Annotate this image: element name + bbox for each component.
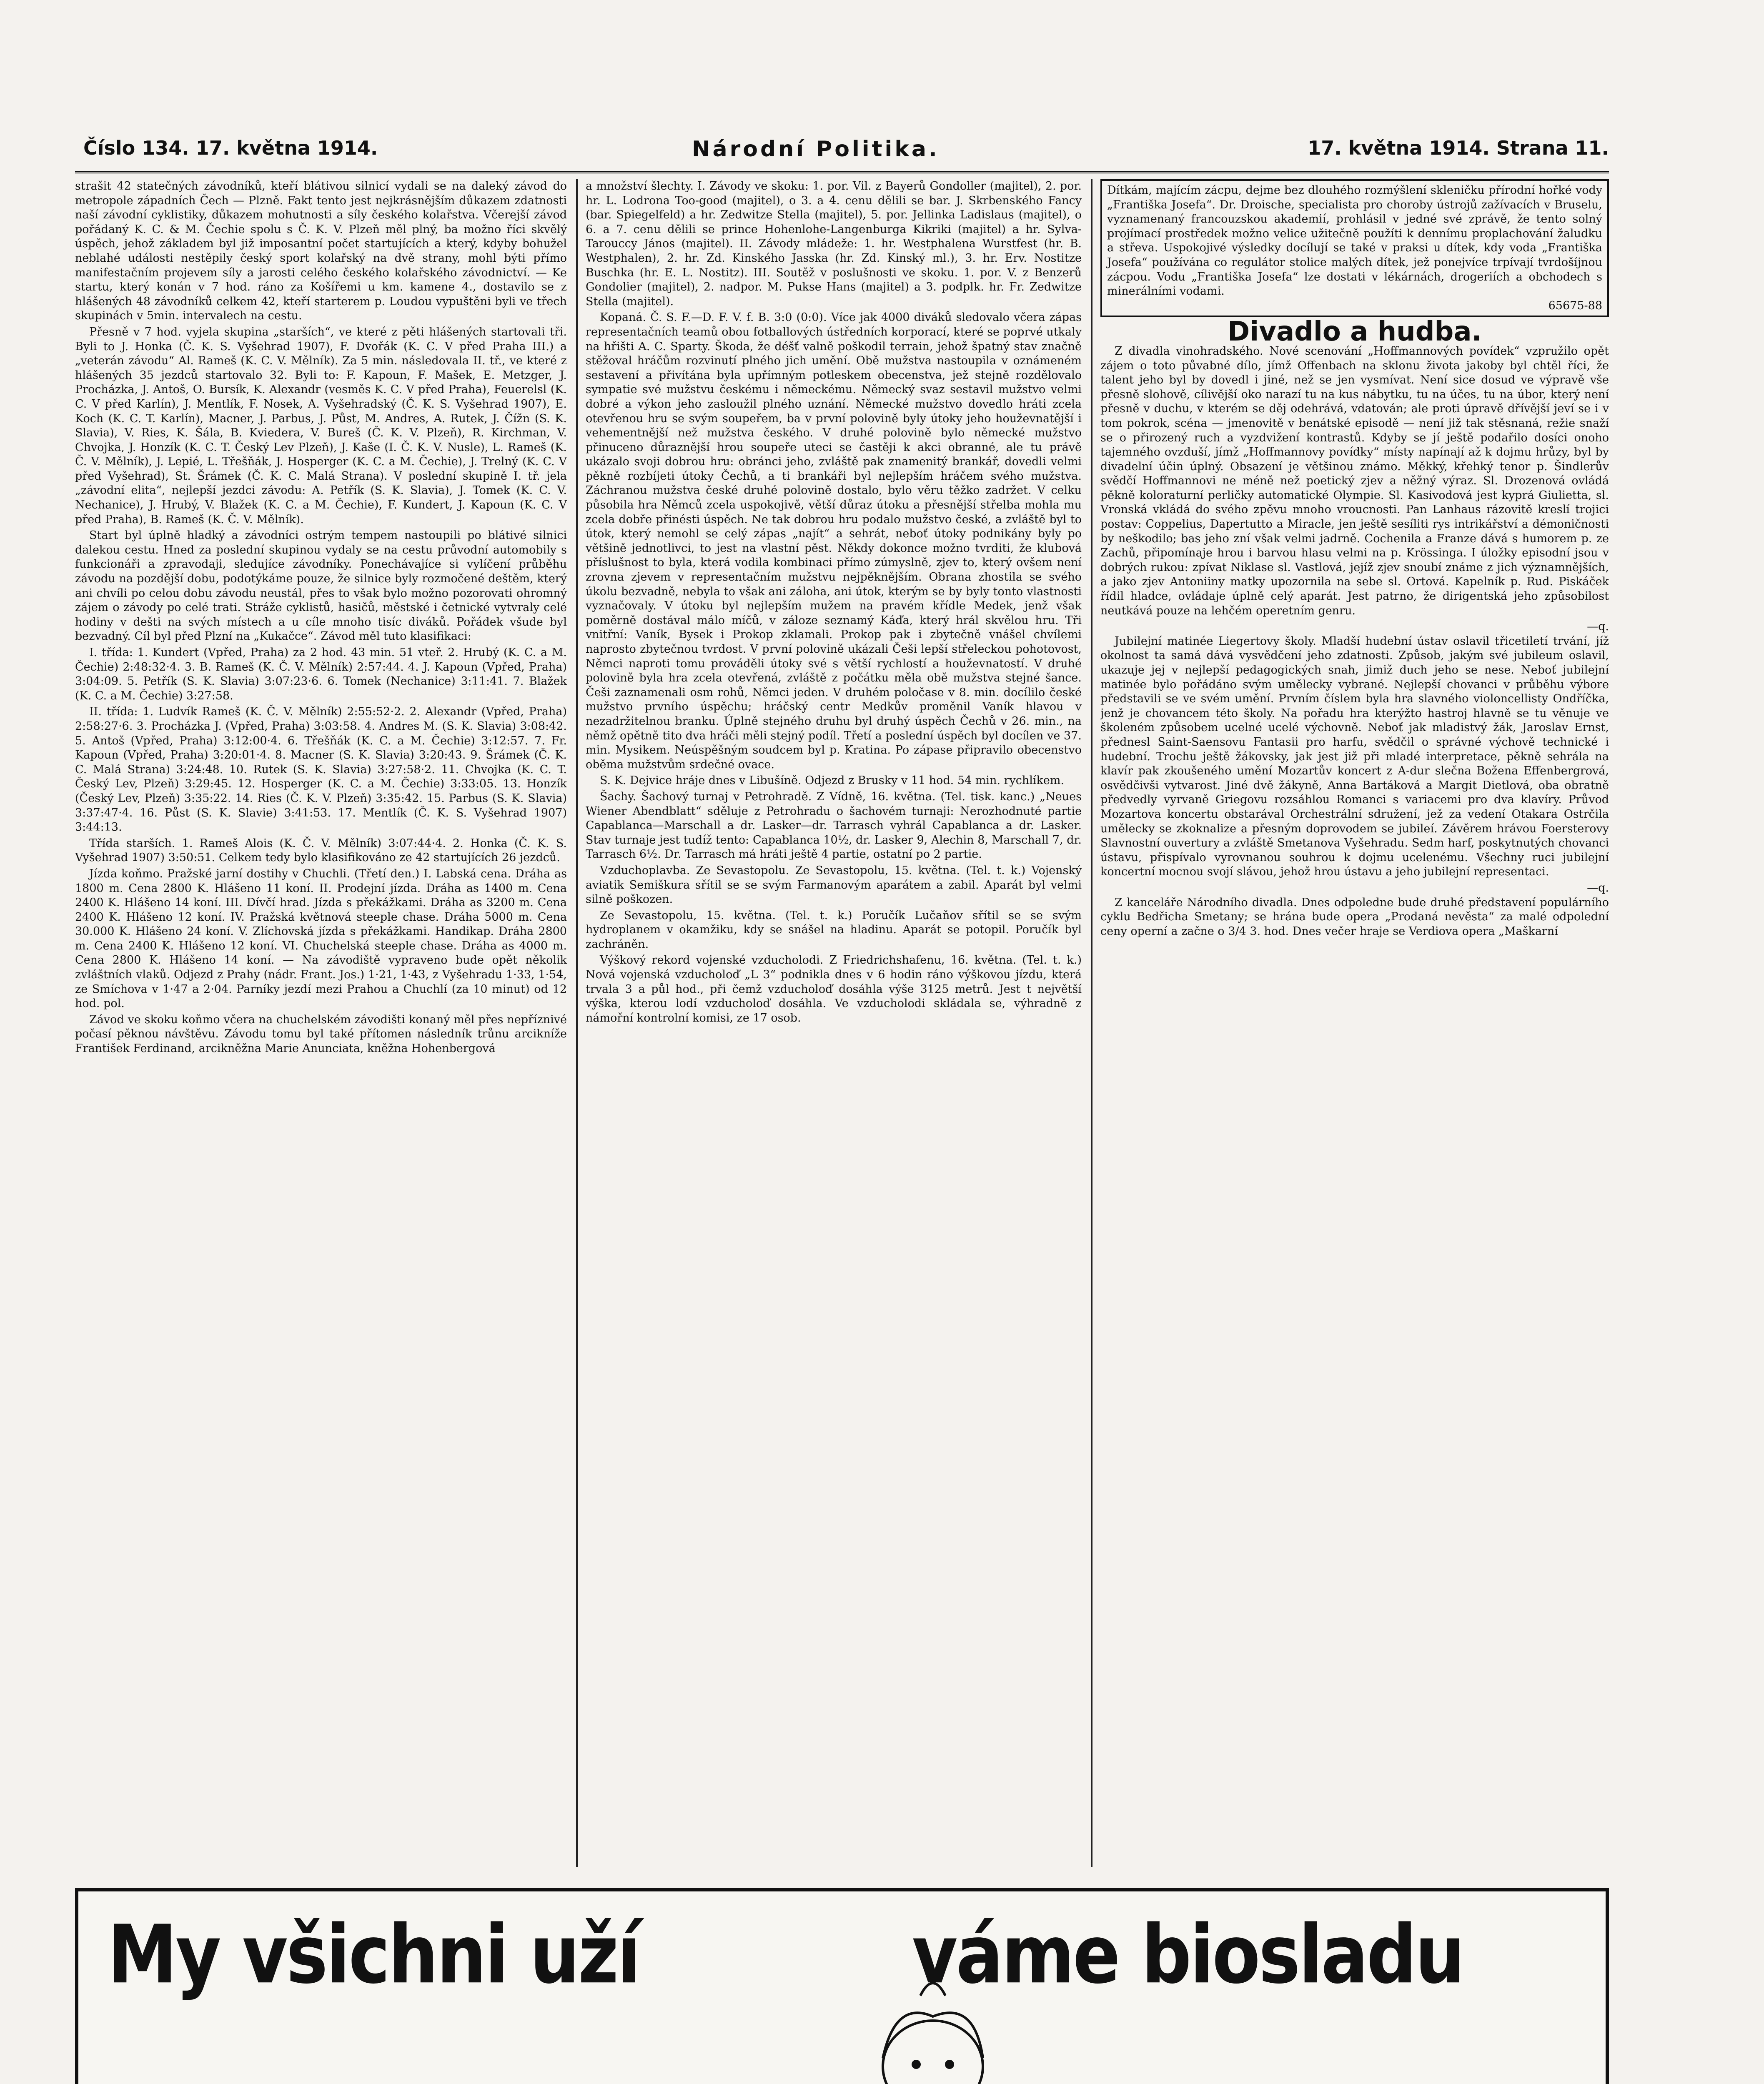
paragraph: II. třída: 1. Ludvík Rameš (K. Č. V. Mělník) 2:55:52·2. 2. Alexandr (Vpřed, Praha) 2:58:27·6. 3. Procházka J. (Vpřed, Praha) 3:03:58. 4. Andres M. (S. K. Slavia) 3:08:42. 5. Antoš (Vpřed, Praha) 3:12:00·4. 6. Třešňák (K. C. a M. Čechie) 3:12:57. 7. Fr. Kapoun (Vpřed, Praha) 3:20:01·4. 8. Macner (S. K. Slavia) 3:20:43. 9. Šrámek (Č. K. C. Malá Strana) 3:24:48. 10. Rutek (S. K. Slavia) 3:27:58·2. 11. Chvojka (K. C. T. Český Lev, Plzeň) 3:29:45. 12. Hosperger (K. C. a M. Čechie) 3:33:05. 13. Honzík (Český Lev, Plzeň) 3:35:22. 14. Ries (Č. K. V. Plzeň) 3:35:42. 15. Parbus (S. K. Slavia) 3:37:47·4. 16. Půst (S. K. Slavie) 3:41:53. 17. Mentlík (Č. K. S. Vyšehrad 1907) 3:44:13. (75, 705, 567, 834)
paragraph: Šachy. Šachový turnaj v Petrohradě. Z Vídně, 16. května. (Tel. tisk. kanc.) „Neues Wiener Abendblatt“ sděluje z Petrohradu o šachovém turnaji: Nerozhodnuté partie Capablanca—Marschall a dr. Lasker—dr. Tarrasch vyhrál Capablanca a dr. Lasker. Stav turnaje jest tudíž tento: Capablanca 10½, dr. Lasker 9, Alechin 8, Marschall 7, dr. Tarrasch 6½. Dr. Tarrasch má hráti ještě 4 partie, ostatní po 2 partie. (586, 790, 1082, 861)
paragraph: Třída starších. 1. Rameš Alois (K. Č. V. Mělník) 3:07:44·4. 2. Honka (Č. K. S. Vyšehrad 1907) 3:50:51. Celkem tedy bylo klasifikováno ze 42 startujících 26 jezdců. (75, 837, 567, 864)
paragraph: Ze Sevastopolu, 15. května. (Tel. t. k.) Poručík Lučaňov sřítil se se svým hydroplanem v okamžiku, kdy se snášel na hladinu. Aparát se potopil. Poručík byl zachráněn. (586, 909, 1082, 951)
paragraph: a množství šlechty. I. Závody ve skoku: 1. por. Vil. z Bayerů Gondoller (majitel), 2. por. hr. L. Lodrona Too-good (majitel), o 3. a 4. cenu dělili se bar. J. Skrbenského Fancy (bar. Spiegelfeld) a hr. Zedwitze Stella (majitel), 5. por. Jellinka Ladislaus (majitel), o 6. a 7. cenu dělili se prince Hohenlohe-Langenburga Kikriki (majitel) a hr. Sylva-Tarouccy János (majitel). II. Závody mládeže: 1. hr. Westphalena Wurstfest (hr. B. Westphalen), 2. hr. Zd. Kinského Jasska (hr. Zd. Kinský ml.), 3. hr. Erv. Nostitze Buschka (hr. E. L. Nostitz). III. Soutěž v poslušnosti ve skoku. 1. por. V. z Benzerů Gondolier (majitel), 2. nadpor. M. Pukse Hans (majitel) a 3. podplk. hr. Fr. Zedwitze Stella (majitel). (586, 180, 1082, 308)
paragraph: Jízda koňmo. Pražské jarní dostihy v Chuchli. (Třetí den.) I. Labská cena. Dráha as 1800 m. Cena 2800 K. Hlášeno 11 koní. II. Prodejní jízda. Dráha as 1400 m. Cena 2400 K. Hlášeno 14 koní. III. Dívčí hrad. Jízda s překážkami. Dráha as 3200 m. Cena 2400 K. Hlášeno 12 koní. IV. Pražská květnová steeple chase. Dráha 5000 m. Cena 30.000 K. Hlášeno 24 koní. V. Zlíchovská jízda s překážkami. Handikap. Dráha 2800 m. Cena 2400 K. Hlášeno 12 koní. VI. Chuchelská steeple chase. Dráha as 4000 m. Cena 2800 K. Hlášeno 14 koní. — Na závodiště vypraveno bude opět několik zvláštních vlaků. Odjezd z Prahy (nádr. Frant. Jos.) 1·21, 1·43, z Vyšehradu 1·33, 1·54, ze Smíchova v 1·47 a 2·04. Parníky jezdí mezi Prahou a Chuchlí (za 10 minut) od 12 hod. pol. (75, 867, 567, 1010)
paragraph: Závod ve skoku koňmo včera na chuchelském závodišti konaný měl přes nepříznivé počasí pěknou návštěvu. Závodu tomu byl také přítomen následník trůnu arcikníže František Ferdinand, arcikněžna Marie Anunciata, kněžna Hohenbergová (75, 1013, 567, 1055)
paragraph: Jubilejní matinée Liegertovy školy. Mladší hudební ústav oslavil třicetiletí trvání, jíž okolnost ta samá dává vysvědčení jeho zdatnosti. Způsob, jakým své jubileum oslavil, ukazuje jej v nejlepší pedagogických snah, jimiž duch jeho se nese. Neboť jubilejní matinée bylo pořádáno svým umělecky vybrané. Nejlepší chovanci v průběhu výbore představili se ve svém umění. Prvním číslem byla hra slavného violoncellisty Ondříčka, jenž je chovancem této školy. Na pořadu hra kterýžto hastroj hlavně se tu věnuje ve školeném způsobem ucelné ucelé výchovně. Neboť jak mladistvý žák, Jaroslav Ernst, přednesl Saint-Saensovu Fantasii pro harfu, svědčil o správné výchově technické i hudební. Trochu ještě žákovsky, jak jest již při mladé interpretace, pěkně sehrála na klavír pak zkoušeného umění Mozartův koncert z A-dur slečna Božena Effenbergrová, osvědčivši vytvarost. Jiné dvě žákyně, Anna Bartáková a Margit Dietlová, oba obratně předvedly vyrvaně Griegovu rozsáhlou Romanci s variacemi pro dva klavíry. Průvod Mozartova koncertu obstarával Orchestrální sdružení, jež za vedení Otakara Ostrčila umělecky se zkoknalize a přesným doprovodem se jubileí. Závěrem hrávou Foersterovy Slavnostní ouvertury a zvláště Smetanova Vyšehradu. Sedm harf, poskytnutých chovanci ústavu, přispívalo vyrovnanou souhrou k dojmu ucelenému. Všechny ruci jubilejní koncertní mocnou svojí slávou, jehož hrou ústavu a jeho jubilejní representaci. (1100, 634, 1609, 879)
paragraph: I. třída: 1. Kundert (Vpřed, Praha) za 2 hod. 43 min. 51 vteř. 2. Hrubý (K. C. a M. Čechie) 2:48:32·4. 3. B. Rameš (K. Č. V. Mělník) 2:57:44. 4. J. Kapoun (Vpřed, Praha) 3:04:09. 5. Petřík (S. K. Slavia) 3:07:23·6. 6. Tomek (Nechanice) 3:11:41. 7. Blažek (K. C. a M. Čechie) 3:27:58. (75, 646, 567, 702)
signature: —q. (1587, 620, 1609, 634)
paragraph: Vzduchoplavba. Ze Sevastopolu. Ze Sevastopolu, 15. května. (Tel. t. k.) Vojenský aviatik Semiškura sřítil se se svým Farmanovým aparátem a zabil. Aparát byl velmi silně poškozen. (586, 864, 1082, 906)
paragraph: Přesně v 7 hod. vyjela skupina „starších“, ve které z pěti hlášených startovali tři. Byli to J. Honka (Č. K. S. Vyšehrad 1907), F. Dvořák (K. C. V před Praha III.) a „veterán závodu“ Al. Rameš (K. C. V. Mělník). Za 5 min. následovala II. tř., ve které z hlášených 35 jezdců startovalo 32. Byli to: F. Kapoun, F. Mašek, E. Metzger, J. Procházka, J. Antoš, O. Bursík, K. Alexandr (vesměs K. C. V před Praha), Feuerelsl (K. C. V před Karlín), J. Mentlík, F. Nosek, A. Vyšehradský (Č. K. S. Vyšehrad 1907), E. Koch (K. C. T. Karlín), Macner, J. Parbus, J. Půst, M. Andres, A. Rutek, J. Čížn (S. K. Slavia), V. Ries, K. Šála, B. Kviedera, V. Bureš (Č. K. V. Plzeň), R. Kirchman, V. Chvojka, J. Honzík (K. C. T. Český Lev Plzeň), J. Kaše (I. Č. K. V. Nusle), L. Rameš (K. Č. V. Mělník), J. Lepié, L. Třešňák, J. Hosperger (K. C. a M. Čechie), J. Trelný (K. C. V před Vyšehrad), St. Šrámek (Č. K. C. Malá Strana). V poslední skupině I. tř. jela „závodní elita“, nejlepší jezdci závodu: A. Petřík (S. K. Slavia), J. Tomek (K. C. V. Nechanice), J. Hrubý, V. Blažek (K. C. a M. Čechie), F. Kundert, J. Kapoun (K. C. V před Praha), B. Rameš (K. Č. V. Mělník). (75, 325, 567, 526)
paragraph: Kopaná. Č. S. F.—D. F. V. f. B. 3:0 (0:0). Více jak 4000 diváků sledovalo včera zápas representačních teamů obou fotballových ústředních korporací, které se poprvé utkaly na hřišti A. C. Sparty. Škoda, že déšť valně poškodil terrain, jehož špatný stav značně stěžoval hráčům rozvinutí plného jich umění. Obě mužstva nastoupila v oznámeném sestavení a přivítána byla upřímným potleskem obecenstva, jež stejně rozdělovalo sympatie své mužstvu českému i německému. Německý svaz sestavil mužstvo velmi dobré a výkon jeho zasloužil plného uznání. Německé mužstvo dovedlo hráti zcela otevřenou hru se svým soupeřem, ba v první polovině byly útoky jeho houževnatější i vehementnější než mužstva českého. V druhé polovině bylo německé mužstvo přinuceno důraznější hrou soupeře uteci se častěji k akci obranné, ale tu právě ukázalo svoji dobrou hru: obránci jeho, zvláště pak znamenitý brankář, dovedli velmi pěkně rozbíjeti útoky Čechů, a ti brankáři byl nejlepším hráčem svého mužstva. Záchranou mužstva české druhé polovině dostalo, bylo věru těžko zadržet. V celku působila hra Němců zcela uspokojivě, větší důraz útoku a přesnější střelba mohla mu zcela dobře přinésti úspěch. Ne tak dobrou hru podalo mužstvo české, a zvláště byl to útok, který nemohl se celý zápas „najít“ a sehrát, neboť útoky podnikány byly po většině jednotlivci, to jest na vlastní pěst. Někdy dokonce možno tvrditi, že klubová příslušnost to byla, která vodila kombinaci přímo zúmyslně, zjev to, který ovšem není zrovna zjevem v representačním mužstvu nejpěknějším. Obrana zhostila se svého úkolu bezvadně, nebyla to však ani záloha, ani útok, kterým se by byly tonto vlastnosti vyznačovaly. V útoku byl nejlepším mužem na pravém křídle Medek, jenž však poměrně dostával málo míčů, v záloze seznamý Káďa, který hrál skvělou hru. Tři vnitřní: Vaník, Bysek i Prokop zklamali. Prokop pak i zbytečně vnášel chvílemi naprosto zbytečnou tvrdost. V první polovině ukázali Češi lepší střeleckou pohotovost, Němci naproti tomu prováděli útoky své s větší rychlostí a houževnatostí. V druhé polovině byla hra zcela otevřená, zvláště z počátku měla obě mužstva stejné šance. Češi zaznamenali osm rohů, Němci jeden. V druhém poločase v 8. min. docílilo české mužstvo prvního úspěchu; hráčský centr Medkův proměnil Vaník hlavou v nezadržitelnou branku. Úplně stejného druhu byl druhý úspěch Čechů v 26. min., na němž opětně tito dva hráči měli stejný podíl. Třetí a poslední úspěch byl docílen ve 37. min. Mysikem. Neúspěšným soudcem byl p. Kratina. Po zápase připravilo obecenstvo oběma mužstvům srdečné ovace. (586, 311, 1082, 771)
biosladu-advertisement (75, 1888, 1609, 2084)
paragraph: Výškový rekord vojenské vzducholodi. Z Friedrichshafenu, 16. května. (Tel. t. k.) Nová vojenská vzducholoď „L 3“ podnikla dnes v 6 hodin ráno výškovou jízdu, která trvala 3 a půl hod., při čemž vzducholoď dosáhla výše 3125 metrů. Jest t největší výška, kterou lodí vzducholoď dosáhla. Ve vzducholodi skládala se, výhradně z námořní kontrolní komisi, ze 17 osob. (586, 954, 1082, 1024)
masthead: Národní Politika. (692, 137, 940, 162)
advertisement-box (1100, 179, 1609, 317)
column-3 (1100, 179, 1609, 1867)
ad-slogan-left: My všichni uží (108, 1907, 640, 2002)
column-rule (576, 179, 578, 1867)
ad-code: 65675-88 (1548, 299, 1602, 312)
paragraph: Start byl úplně hladký a závodníci ostrým tempem nastoupili po blátivé silnici dalekou cestu. Hned za poslední skupinou vydaly se na cestu průvodní automobily s funkcionáři a zpravodaji, sledujíce závodníky. Ponechávajíce si vylíčení průběhu závodu na pozdější dobu, podotýkáme pouze, že silnice byly rozmočené deštěm, který ani chvíli po celou dobu závodu neustál, přes to však bylo možno pozorovati ohromný zájem o závody po celé trati. Stráže cyklistů, hasičů, městské i četnické vytvraly celé hodiny v dešti na svých místech a u cíle mnoho tisíc diváků. Pořádek všude byl bezvadný. Cíl byl před Plzní na „Kukačce“. Závod měl tuto klasifikaci: (75, 529, 567, 643)
column-1 (75, 179, 567, 1867)
paragraph: Z divadla vinohradského. Nové scenování „Hoffmannových povídek“ vzpružilo opět zájem o toto půvabné dílo, jímž Offenbach na sklonu života jakoby byl chtěl říci, že talent jeho byl by dovedl i jiné, než se jen vysmívat. Není sice dosud ve výpravě vše přesně slohově, cílivější oko narazí tu na kus nábytku, tu na účes, tu na úbor, který není přesně v duchu, v kterém se děj odehrává, vdatován; ale proti úpravě dřívější jeví se i v tom pokrok, scéna — jmenovitě v benátské episodě — není již tak stěsnaná, režie snaží se o přirozený ruch a vyzdvižení kontrastů. Kdyby se jí ještě podařilo dosíci onoho tajemného ovzduší, jímž „Hoffmannovy povídky“ místy napínají až k dojmu hrůzy, byl by divadelní účin úplný. Obsazení je většinou známo. Měkký, křehký tenor p. Šindlerův svědčí Hoffmannovi ne méně než poetický zjev a něžný výraz. Sl. Drozenová ovládá pěkně koloraturní perličky automatické Olympie. Sl. Kasivodová jest kyprá Giulietta, sl. Vronská vkládá do svého zpěvu mnoho vroucnosti. Pan Lanhaus rázovitě kreslí trojici postav: Coppelius, Dapertutto a Miracle, jen ještě sesíliti rys intrikářství a démoničnosti by neškodilo; bas jeho zní však velmi jadrně. Cochenila a Franze dává s humorem p. ze Zachů, připomínaje hrou i barvou hlasu velmi na p. Krössinga. I úložky episodní jsou v dobrých rukou: zpívat Niklase sl. Vastlová, jejíž zjev snoubí známe z jich významnějších, a jako zjev Antoniiny matky upozornila na sebe sl. Ortová. Kapelník p. Rud. Piskáček řídil hladce, ovládaje úplně celý aparát. Jest patrno, že dirigentská jeho způsobilost neutkává pouze na lehčém operetním genru. (1100, 344, 1609, 617)
paragraph: strašit 42 statečných závodníků, kteří blátivou silnicí vydali se na daleký závod do metropole západních Čech — Plzně. Fakt tento jest nejkrásnějším důkazem zdatnosti naší závodní cyklistiky, důkazem mohutnosti a síly českého kolařstva. Včerejší závod pořádaný K. C. & M. Čechie spolu s Č. K. V. Plzeň měl plný, ba možno říci skvělý úspěch, jehož základem byl již imposantní počet startujících a který, kdyby bohužel neblahé události nestěpily český sport kolařský na dvě strany, mohl býti přímo manifestačním projevem síly a jarosti celého českého kolařského závodnictví. — Ke startu, který konán v 7 hod. ráno za Košířemi u km. kamene 4., dostavilo se z hlášených 48 závodníků celkem 42, kteří starterem p. Loudou vypuštěni byli ve třech skupinách v 5min. intervalech na cestu. (75, 180, 567, 323)
column-rule (1091, 179, 1092, 1867)
paragraph: Z kanceláře Národního divadla. Dnes odpoledne bude druhé představení populárního cyklu Bedřicha Smetany; se hrána bude opera „Prodaná nevěsta“ za malé odpolední ceny operní a začne o 3/4 3. hod. Dnes večer hraje se Verdiova opera „Maškarní (1100, 896, 1609, 938)
section-title: Divadlo a hudba. (1228, 316, 1482, 348)
signature: —q. (1587, 881, 1609, 894)
column-2 (586, 179, 1082, 1867)
paragraph: S. K. Dejvice hráje dnes v Libušíně. Odjezd z Brusky v 11 hod. 54 min. rychlíkem. (600, 774, 1065, 787)
ad-slogan-right: váme biosladu (912, 1907, 1463, 2002)
issue-number: Číslo 134. 17. května 1914. (83, 137, 378, 159)
page-header (75, 133, 1609, 173)
newspaper-page (75, 125, 1609, 2084)
page-number: 17. května 1914. Strana 11. (1308, 137, 1609, 159)
ad-text: Dítkám, majícím zácpu, dejme bez dlouhého rozmýšlení skleničku přírodní hořké vody „Františka Josefa“. Dr. Droische, specialista pro choroby ústrojů zažívacích v Bruselu, vyznamenaný francouzskou akademií, prohlásil v jedné své zprávě, že tento solný projímací prostředek možno velice užitečně použíti k dennímu proplachování žaludku a střeva. Uspokojivé výsledky docílují se také v praksi u dítek, kdy voda „Františka Josefa“ používána co regulátor stolice malých dítek, jež ponejvíce trpívají tvrdošíjnou zácpou. Vodu „Františka Josefa“ lze dostati v lékárnách, drogeriích a obchodech s minerálními vodami. (1107, 184, 1602, 298)
